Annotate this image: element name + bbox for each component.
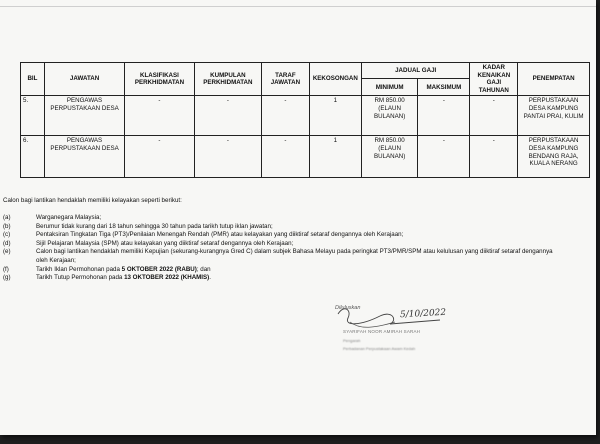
- table-header-row: [21, 63, 590, 79]
- list-item: [0, 231, 560, 240]
- qualification-intro: Calon bagi lantikan hendaklah memiliki kelayakan seperti berikut:: [3, 197, 182, 204]
- cell-kumpulan: -: [194, 136, 261, 178]
- cell-taraf: -: [262, 96, 310, 136]
- cell-maksimum: -: [418, 96, 470, 136]
- list-item: [0, 248, 560, 265]
- top-divider: [0, 6, 596, 7]
- header-minimum: MINIMUM: [361, 79, 417, 96]
- item-date-bold: 5 OKTOBER 2022 (RABU): [121, 265, 197, 273]
- header-bil: BIL: [21, 63, 45, 96]
- list-item: [0, 274, 560, 283]
- item-text: Tarikh Iklan Permohonan pada: [36, 265, 122, 273]
- item-text: Calon bagi lantikan hendaklah memiliki Kepujian (sekurang-kurangnya Gred C) dalam subjek Bahasa Melayu pada peringkat PT3/PMR/SPM atau kelulusan yang diiktiraf setaraf dengannya oleh Kerajaan;: [36, 248, 553, 264]
- cell-klasifikasi: -: [125, 96, 194, 136]
- cell-kadar: -: [470, 96, 518, 136]
- signatory-organisation: Perbadanan Perpustakaan Awam Kedah: [343, 346, 416, 351]
- cell-kumpulan: -: [194, 96, 261, 136]
- signatory-title: Pengarah: [343, 338, 361, 343]
- signature-label: Diluluskan: [335, 305, 361, 311]
- item-text: Sijil Pelajaran Malaysia (SPM) atau kelayakan yang diiktiraf setaraf dengannya oleh Kerajaan;: [36, 239, 294, 247]
- header-taraf: TARAF JAWATAN: [262, 63, 310, 96]
- item-text-suffix: ; dan: [196, 265, 211, 273]
- header-maksimum: MAKSIMUM: [418, 79, 470, 96]
- signatory-name: SYARIFAH NOOR AMIRAH SARAH: [343, 329, 421, 334]
- header-kekosongan: KEKOSONGAN: [309, 63, 361, 96]
- item-label: (f): [3, 265, 9, 273]
- cell-minimum: RM 850.00 (ELAUN BULANAN): [361, 96, 417, 136]
- item-date-bold: 13 OKTOBER 2022 (KHAMIS): [124, 274, 210, 282]
- item-text: Pentaksiran Tingkatan Tiga (PT3)/Penilaian Menengah Rendah (PMR) atau kelayakan yang diiktiraf setaraf dengannya oleh Kerajaan;: [36, 231, 404, 239]
- cell-kekosongan: 1: [309, 96, 361, 136]
- cell-kekosongan: 1: [309, 136, 361, 178]
- item-text: Tarikh Tutup Permohonan pada: [36, 274, 125, 282]
- cell-bil: 5.: [21, 96, 45, 136]
- header-klasifikasi: KLASIFIKASI PERKHIDMATAN: [125, 63, 194, 96]
- header-penempatan: PENEMPATAN: [518, 63, 590, 96]
- item-label: (b): [3, 222, 11, 230]
- table-row: [21, 96, 590, 136]
- list-item: [0, 214, 560, 223]
- list-item: [0, 223, 560, 232]
- item-label: (c): [3, 231, 11, 239]
- list-item: [0, 266, 560, 275]
- cell-kadar: -: [470, 136, 518, 178]
- vacancy-table: [20, 62, 590, 178]
- header-kumpulan: KUMPULAN PERKHIDMATAN: [194, 63, 261, 96]
- header-jawatan: JAWATAN: [44, 63, 124, 96]
- item-label: (e): [3, 248, 11, 256]
- item-text: Berumur tidak kurang dari 18 tahun sehingga 30 tahun pada tarikh tutup iklan jawatan;: [36, 222, 273, 230]
- cell-bil: 6.: [21, 136, 45, 178]
- cell-jawatan: PENGAWAS PERPUSTAKAAN DESA: [44, 96, 124, 136]
- cell-jawatan: PENGAWAS PERPUSTAKAAN DESA: [44, 136, 124, 178]
- header-kadar: KADAR KENAIKAN GAJI TAHUNAN: [470, 63, 518, 96]
- cell-maksimum: -: [418, 136, 470, 178]
- item-label: (a): [3, 214, 11, 221]
- cell-minimum: RM 850.00 (ELAUN BULANAN): [361, 136, 417, 178]
- signature-date: 5/10/2022: [399, 307, 447, 321]
- cell-penempatan: PERPUSTAKAAN DESA KAMPUNG BENDANG RAJA, KUALA NERANG: [518, 136, 590, 178]
- cell-taraf: -: [262, 136, 310, 178]
- item-label: (d): [3, 239, 11, 247]
- qualification-list: [0, 214, 560, 283]
- header-jadual-gaji: JADUAL GAJI: [361, 63, 470, 79]
- cell-klasifikasi: -: [125, 136, 194, 178]
- item-text: Warganegara Malaysia;: [36, 214, 102, 221]
- cell-penempatan: PERPUSTAKAAN DESA KAMPUNG PANTAI PRAI, KULIM: [518, 96, 590, 136]
- table-row: [21, 136, 590, 178]
- item-label: (g): [3, 274, 11, 282]
- item-text-suffix: .: [209, 274, 211, 282]
- list-item: [0, 240, 560, 249]
